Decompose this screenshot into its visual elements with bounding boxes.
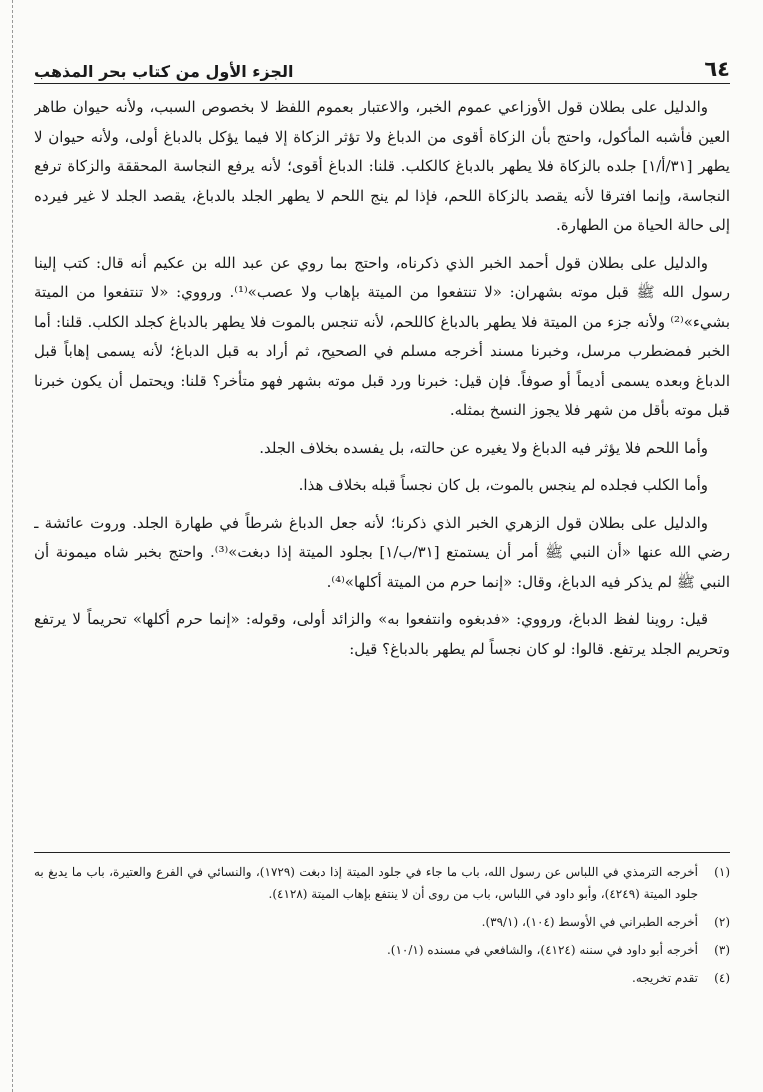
footnote-text: أخرجه أبو داود في سننه (٤١٢٤)، والشافعي في مسنده (١٠/١).: [386, 943, 698, 957]
footnote-number: (٢): [714, 915, 730, 929]
running-title: الجزء الأول من كتاب بحر المذهب: [34, 62, 294, 81]
page-edge-line: [12, 0, 13, 1092]
paragraph: وأما الكلب فجلده لم ينجس بالموت، بل كان نجساً قبله بخلاف هذا.: [298, 476, 708, 494]
footnote-number: (٤): [714, 971, 730, 985]
paragraph: والدليل على بطلان قول أحمد الخبر الذي ذكرناه، واحتج بما روي عن عبد الله بن عكيم أنه قال: كتب إلينا رسول الله ﷺ قبل موته بشهران: «لا تنتفعوا من الميتة بإهاب ولا عصب»⁽¹⁾. ورووي: «لا تنتفعوا من الميتة بشيء»⁽²⁾ ولأنه جزء من الميتة فلا يطهر بالدباغ كاللحم، لأنه تنجس بالموت فلا يطهر بالدباغ كجلد الكلب. قلنا: أما الخبر فمضطرب مرسل، وخبرنا مسند أخرجه مسلم في الصحيح، ثم أراد به قبل الدباغ؛ لأنه يسمى إهاباً قبل الدباغ وبعده يسمى أديماً أو صوفاً. فإن قيل: خبرنا ورد قبل موته بشهر فهو متأخر؟ قلنا: ويحتمل أن يكون خبرنا قبل موته بأقل من شهر فلا يجوز النسخ بمثله.: [34, 253, 730, 419]
footnote-text: تقدم تخريجه.: [632, 971, 698, 985]
footnote: [34, 911, 730, 933]
page-number: ٦٤: [704, 57, 730, 81]
footnote-number: (١): [714, 865, 730, 879]
main-text: [34, 93, 730, 835]
footnote-text: أخرجه الطبراني في الأوسط (١٠٤)، (٣٩/١).: [481, 915, 698, 929]
footnote: [34, 939, 730, 961]
footnote-number: (٣): [714, 943, 730, 957]
footnote: [34, 861, 730, 905]
paragraph: والدليل على بطلان قول الزهري الخبر الذي ذكرنا؛ لأنه جعل الدباغ شرطاً في طهارة الجلد. وروت عائشة ـ رضي الله عنها «أن النبي ﷺ أمر أن يستمتع [٣١/ب/١] بجلود الميتة إذا دبغت»⁽³⁾. واحتج بخبر شاه ميمونة أن النبي ﷺ لم يذكر فيه الدباغ، وقال: «إنما حرم من الميتة أكلها»⁽⁴⁾.: [34, 513, 730, 591]
footnotes: [34, 852, 730, 995]
page-header: [34, 46, 730, 84]
paragraph: وأما اللحم فلا يؤثر فيه الدباغ ولا يغيره عن حالته، بل يفسده بخلاف الجلد.: [259, 438, 708, 457]
footnote: [34, 967, 730, 989]
paragraph: والدليل على بطلان قول الأوزاعي عموم الخبر، والاعتبار بعموم اللفظ لا بخصوص السبب، ولأنه حيوان طاهر العين فأشبه المأكول، واحتج بأن الزكاة أقوى من الدباغ ولا تؤثر الزكاة إلا فيما يؤكل بالدباغ أولى، ولأنه حيوان لا يطهر [٣١/أ/١] جلده بالزكاة فلا يطهر بالدباغ كالكلب. قلنا: الدباغ أقوى؛ لأنه يرفع النجاسة المحققة والزكاة ترفع النجاسة، وإنما افترقا لأنه يقصد بالزكاة اللحم، فإذا لم ينج اللحم لا يطهر الجلد بالدباغ، يقصد الجلد لا غير فيرده إلى حالة الحياة من الطهارة.: [34, 98, 730, 234]
footnote-text: أخرجه الترمذي في اللباس عن رسول الله، باب ما جاء في جلود الميتة إذا دبغت (١٧٢٩)، والنسائي في الفرع والعتيرة، باب ما يدبغ به جلود الميتة (٤٢٤٩)، وأبو داود في اللباس، باب من روى أن لا ينتفع بإهاب الميتة (٤١٢٨).: [34, 865, 699, 901]
paragraph: قيل: روينا لفظ الدباغ، ورووي: «فدبغوه وانتفعوا به» والزائد أولى، وقوله: «إنما حرم أكلها» تحريماً لا يرتفع وتحريم الجلد يرتفع. قالوا: لو كان نجساً لم يطهر بالدباغ؟ قيل:: [34, 610, 730, 658]
